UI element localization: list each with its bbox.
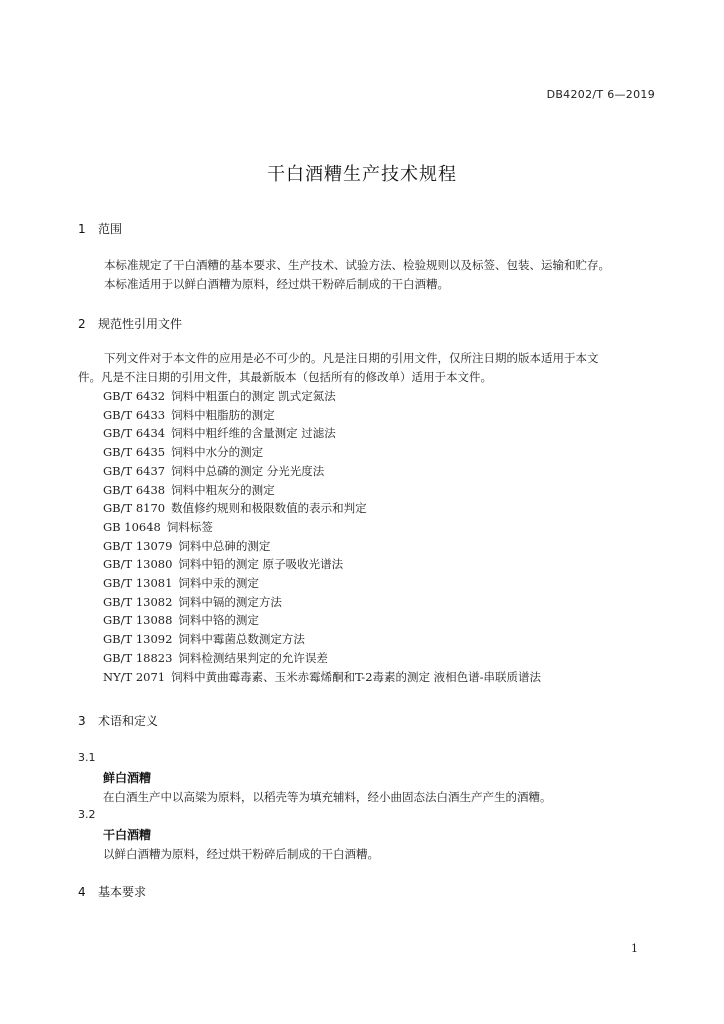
section-number: 2 [78, 317, 86, 331]
reference-title: 饲料中粗脂肪的测定 [171, 407, 275, 422]
reference-title: 饲料中黄曲霉毒素、玉米赤霉烯酮和T-2毒素的测定 液相色谱-串联质谱法 [171, 669, 542, 684]
reference-item [103, 555, 541, 574]
reference-item [103, 574, 541, 593]
reference-title: 饲料中粗蛋白的测定 凯式定氮法 [171, 389, 336, 403]
reference-title: 饲料中霉菌总数测定方法 [178, 632, 305, 647]
reference-item [103, 668, 541, 687]
section-title: 范围 [98, 222, 123, 236]
section-title: 基本要求 [98, 885, 147, 899]
reference-code: GB/T 6437 [103, 463, 166, 478]
section-heading-references [78, 315, 182, 332]
document-code: DB4202/T 6—2019 [546, 88, 655, 101]
reference-title: 饲料中汞的测定 [178, 576, 259, 591]
scope-paragraph [78, 256, 658, 294]
reference-code: GB/T 8170 [103, 501, 166, 516]
reference-code: NY/T 2071 [103, 669, 166, 684]
section-number: 3 [78, 714, 86, 728]
reference-item [103, 481, 541, 500]
reference-item [103, 649, 541, 668]
reference-item [103, 499, 541, 518]
reference-title: 数值修约规则和极限数值的表示和判定 [171, 501, 367, 516]
reference-title: 饲料标签 [166, 519, 213, 534]
section-number: 4 [78, 885, 86, 899]
reference-code: GB/T 6438 [103, 482, 166, 497]
term-number: 3.2 [78, 808, 96, 821]
reference-title: 饲料中水分的测定 [171, 445, 264, 460]
reference-item [103, 630, 541, 649]
section-heading-terms [78, 712, 158, 729]
term-definition: 以鲜白酒糟为原料，经过烘干粉碎后制成的干白酒糟。 [103, 847, 379, 861]
reference-item [103, 406, 541, 425]
reference-code: GB/T 6433 [103, 407, 166, 422]
section-title: 术语和定义 [98, 714, 159, 728]
reference-item [103, 462, 541, 481]
reference-title: 饲料中粗纤维的含量测定 过滤法 [171, 426, 336, 441]
section-heading-basic-requirements [78, 883, 146, 900]
reference-code: GB/T 13081 [103, 576, 173, 591]
references-intro [78, 349, 658, 387]
reference-title: 饲料中铬的测定 [178, 613, 259, 628]
reference-code: GB/T 6434 [103, 426, 166, 441]
page-number: 1 [631, 942, 638, 955]
reference-title: 饲料中总磷的测定 分光光度法 [171, 463, 325, 478]
reference-item [103, 424, 541, 443]
section-heading-scope [78, 220, 122, 237]
reference-item [103, 387, 541, 406]
section-number: 1 [78, 222, 86, 236]
references-intro-line-1: 下列文件对于本文件的应用是必不可少的。凡是注日期的引用文件，仅所注日期的版本适用于本文 [104, 351, 599, 365]
reference-code: GB 10648 [103, 519, 161, 534]
scope-line-2: 本标准适用于以鲜白酒糟为原料，经过烘干粉碎后制成的干白酒糟。 [104, 277, 449, 291]
reference-code: GB/T 13082 [103, 594, 173, 609]
reference-title: 饲料中总砷的测定 [178, 538, 271, 553]
section-title: 规范性引用文件 [98, 317, 183, 331]
scope-line-1: 本标准规定了干白酒糟的基本要求、生产技术、试验方法、检验规则以及标签、包装、运输和贮存。 [104, 258, 610, 272]
reference-list [103, 387, 541, 686]
term-number: 3.1 [78, 751, 96, 764]
reference-item [103, 518, 541, 537]
reference-code: GB/T 13088 [103, 613, 173, 628]
term-name: 干白酒糟 [103, 828, 152, 842]
reference-code: GB/T 13080 [103, 557, 173, 572]
reference-title: 饲料中铅的测定 原子吸收光谱法 [178, 557, 344, 572]
term-name: 鲜白酒糟 [103, 771, 152, 785]
reference-code: GB/T 18823 [103, 650, 173, 665]
reference-code: GB/T 13079 [103, 538, 173, 553]
reference-code: GB/T 6435 [103, 445, 166, 460]
reference-code: GB/T 13092 [103, 632, 173, 647]
reference-item [103, 593, 541, 612]
references-intro-line-2: 件。凡是不注日期的引用文件，其最新版本（包括所有的修改单）适用于本文件。 [78, 370, 492, 384]
term-definition: 在白酒生产中以高粱为原料，以稻壳等为填充辅料，经小曲固态法白酒生产产生的酒糟。 [103, 790, 552, 804]
reference-title: 饲料中镉的测定方法 [178, 594, 282, 609]
reference-code: GB/T 6432 [103, 389, 166, 403]
reference-title: 饲料检测结果判定的允许误差 [178, 650, 328, 665]
reference-item [103, 611, 541, 630]
reference-item [103, 443, 541, 462]
reference-item [103, 537, 541, 556]
document-title: 干白酒糟生产技术规程 [267, 164, 457, 185]
reference-title: 饲料中粗灰分的测定 [171, 482, 275, 497]
